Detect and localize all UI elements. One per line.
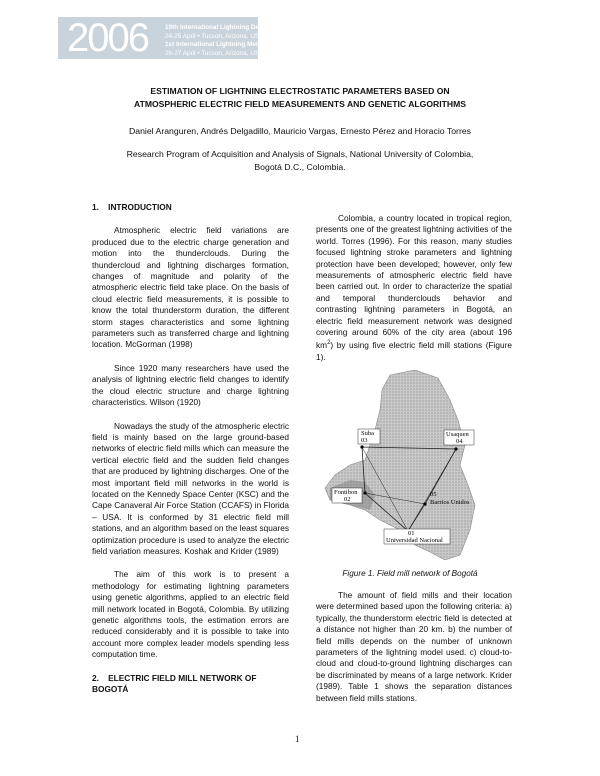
banner-info [165, 24, 322, 58]
station-marker [454, 447, 457, 450]
conf2-dates: 26-27 April • Tucson, Arizona, USA [165, 49, 264, 57]
paragraph-text: ) by using five electric field mill stations (Figure 1). [316, 340, 512, 362]
affiliation-line-2: Bogotá D.C., Colombia. [254, 162, 346, 172]
left-column [92, 202, 289, 695]
superscript: 2 [327, 340, 331, 347]
affiliation [100, 148, 500, 174]
station-marker [423, 502, 426, 505]
paragraph [316, 213, 512, 363]
field-mill-map [320, 370, 495, 560]
title-line-1: ESTIMATION OF LIGHTNING ELECTROSTATIC PARAMETERS BASED ON [150, 86, 450, 96]
paragraph-text: Colombia, a country located in tropical region, presents one of the greatest lightning activities of the world. Torres (1996). For this reason, many studies focused lightning stroke parameters and lightning protection have been developed; however, only few measurements of atmospheric electric field have been carried out. In order to characterize the spatial and temporal thunderclouds behavior and contrasting lightning parameters in Bogotá, an electric field measurement network was designed covering around 60% of the city area (about 196 km [316, 213, 512, 351]
station-marker [363, 491, 366, 494]
paragraph: Nowadays the study of the atmospheric electric field is mainly based on the large ground-based networks of electric field mills which can measure the vertical electric field and the sudden field changes that are produced by lightning discharges. One of the most important field mill networks in the world is located on the Kennedy Space Center (KSC) and the Cape Canaveral Air Force Station (CCAFS) in Florida – USA. It is conformed by 31 electric field mill stations, and an algorithm based on the least squares optimization procedure is used to analyze the electric field variation measures. Koshak and Krider (1989) [92, 420, 289, 556]
station-label-id: 01 [408, 530, 415, 537]
station-label-name: Universidad Nacional [386, 537, 443, 544]
heading2-line-1: 2. ELECTRIC FIELD MILL NETWORK OF [92, 672, 257, 683]
page-number: 1 [295, 734, 300, 744]
station-label-id: 03 [361, 437, 368, 444]
conf2-title: 1st International Lightning Meteorology Conference [165, 41, 322, 49]
authors: Daniel Aranguren, Andrés Delgadillo, Mauricio Vargas, Ernesto Pérez and Horacio Torres [128, 126, 472, 136]
section-heading-introduction: 1. INTRODUCTION [92, 202, 172, 212]
right-column-lower [316, 590, 512, 716]
station-label-name: Fontibon [334, 489, 358, 496]
station-label-id: 05 [430, 491, 437, 498]
station-marker [360, 445, 363, 448]
paragraph: The amount of field mills and their location were determined based upon the following criteria: a) typically, the thunderstorm electric field is detected at a distance not higher than 20 km. b) the number of field mills depends on the number of unknown parameters of the lightning model used. c) cloud-to-cloud and cloud-to-ground lightning discharges can be discriminated by means of a large network. Krider (1989). Table 1 shows the separation distances between field mills stations. [316, 590, 512, 703]
affiliation-line-1: Research Program of Acquisition and Analysis of Signals, National University of Colombia, [126, 149, 474, 159]
right-column [316, 213, 512, 375]
heading2-line-2: BOGOTÁ [92, 684, 129, 695]
paragraph: Atmospheric electric field variations are produced due to the electric charge generation and motion into the thunderclouds. During the thundercloud and lightning discharges formation, changes of magnitude and polarity of the atmospheric electric field take place. On the basis of cloud electric field measurements, it is possible to know the total thunderstorm duration, the different storm stages characteristics and some lightning parameters such as transferred charge and lightning location. McGorman (1998) [92, 225, 289, 350]
station-label-name: Usaquen [446, 431, 469, 438]
conf1-dates: 24-25 April • Tucson, Arizona, USA [165, 32, 264, 40]
conf1-title: 19th International Lightning Detection Conference [165, 24, 317, 31]
paper-title [60, 85, 540, 110]
station-label-id: 04 [456, 438, 463, 445]
station-label-id: 02 [344, 496, 351, 503]
figure-caption: Figure 1. Field mill network of Bogotá [342, 569, 478, 578]
title-line-2: ATMOSPHERIC ELECTRIC FIELD MEASUREMENTS AND GENETIC ALGORITHMS [134, 98, 466, 109]
station-label-name: Suba [361, 430, 374, 437]
station-label-name: Barrios Unidos [430, 499, 470, 506]
paragraph: The aim of this work is to present a methodology for estimating lightning parameters using genetic algorithms, applied to an electric field mill network located in Bogotá, Colombia. By utilizing genetic algorithms tools, the estimation errors are reduced considerably and it is possible to take into account more complex leader models spending less computation time. [92, 569, 289, 660]
banner-year: 2006 [67, 16, 148, 60]
paragraph: Since 1920 many researchers have used the analysis of lightning electric field changes to identify the cloud electric structure and charge lightning characteristics. Wilson (1920) [92, 362, 289, 408]
section-heading-network [92, 673, 289, 696]
